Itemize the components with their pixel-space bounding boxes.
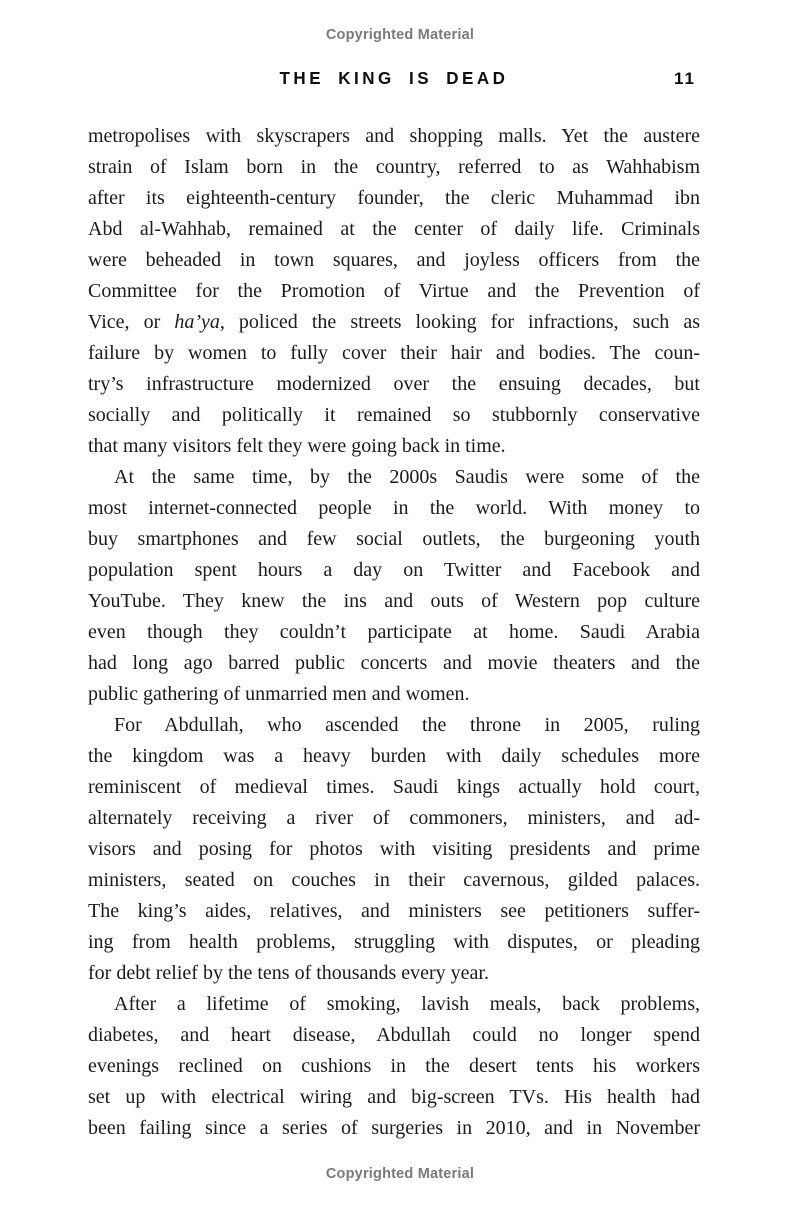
text-line <box>88 834 700 865</box>
text-line <box>88 369 700 400</box>
text-segment: At the same time, by the 2000s Saudis were some of the <box>114 466 700 488</box>
text-segment: after its eighteenth-century founder, the cleric Muhammad ibn <box>88 187 700 209</box>
text-line <box>88 648 700 679</box>
text-line <box>88 679 700 710</box>
text-line <box>88 896 700 927</box>
text-segment: Committee for the Promotion of Virtue and the Prevention of <box>88 280 700 302</box>
text-block <box>88 121 700 1144</box>
text-segment: evenings reclined on cushions in the desert tents his workers <box>88 1055 700 1077</box>
text-segment: After a lifetime of smoking, lavish meals, back problems, <box>114 993 700 1015</box>
text-segment: metropolises with skyscrapers and shopping malls. Yet the austere <box>88 125 700 147</box>
text-line <box>88 307 700 338</box>
text-segment: Vice, or <box>88 311 175 333</box>
text-line <box>88 1113 700 1144</box>
text-segment: visors and posing for photos with visiting presidents and prime <box>88 838 700 860</box>
text-segment: the kingdom was a heavy burden with daily schedules more <box>88 745 700 767</box>
text-segment: YouTube. They knew the ins and outs of Western pop culture <box>88 590 700 612</box>
text-line <box>88 245 700 276</box>
text-segment: , policed the streets looking for infractions, such as <box>219 311 700 333</box>
text-line <box>88 338 700 369</box>
text-line <box>88 741 700 772</box>
text-segment: alternately receiving a river of commoners, ministers, and ad- <box>88 807 700 829</box>
text-segment: socially and politically it remained so stubbornly conservative <box>88 404 700 426</box>
text-segment: ministers, seated on couches in their cavernous, gilded palaces. <box>88 869 700 891</box>
text-line <box>88 493 700 524</box>
page-number: 11 <box>674 69 696 88</box>
text-line <box>88 617 700 648</box>
text-line <box>88 927 700 958</box>
text-segment: public gathering of unmarried men and women. <box>88 683 470 705</box>
text-segment: The king’s aides, relatives, and ministers see petitioners suffer- <box>88 900 700 922</box>
text-segment: Abd al-Wahhab, remained at the center of daily life. Criminals <box>88 218 700 240</box>
text-line <box>88 555 700 586</box>
text-segment: population spent hours a day on Twitter and Facebook and <box>88 559 700 581</box>
text-segment: most internet-connected people in the world. With money to <box>88 497 700 519</box>
text-line <box>88 431 700 462</box>
text-segment: buy smartphones and few social outlets, the burgeoning youth <box>88 528 700 550</box>
text-segment: been failing since a series of surgeries in 2010, and in November <box>88 1117 700 1139</box>
text-segment: try’s infrastructure modernized over the ensuing decades, but <box>88 373 700 395</box>
text-line <box>88 400 700 431</box>
text-line <box>88 865 700 896</box>
text-segment: For Abdullah, who ascended the throne in 2005, ruling <box>114 714 700 736</box>
text-segment: were beheaded in town squares, and joyless officers from the <box>88 249 700 271</box>
text-segment: diabetes, and heart disease, Abdullah could no longer spend <box>88 1024 700 1046</box>
text-line <box>88 1020 700 1051</box>
text-line <box>88 989 700 1020</box>
text-line <box>88 524 700 555</box>
text-segment: failure by women to fully cover their hair and bodies. The coun- <box>88 342 700 364</box>
chapter-title: THE KING IS DEAD <box>279 68 509 89</box>
text-line <box>88 772 700 803</box>
italic-term: ha’ya <box>174 311 220 333</box>
text-line <box>88 1051 700 1082</box>
text-segment: ing from health problems, struggling with disputes, or pleading <box>88 931 700 953</box>
text-line <box>88 586 700 617</box>
text-line <box>88 276 700 307</box>
text-line <box>88 462 700 493</box>
text-segment: that many visitors felt they were going back in time. <box>88 435 506 457</box>
text-segment: strain of Islam born in the country, referred to as Wahhabism <box>88 156 700 178</box>
text-line <box>88 803 700 834</box>
copyright-notice-top: Copyrighted Material <box>325 27 475 43</box>
copyright-notice-bottom: Copyrighted Material <box>325 1166 475 1182</box>
text-line <box>88 121 700 152</box>
text-segment: had long ago barred public concerts and movie theaters and the <box>88 652 700 674</box>
text-line <box>88 958 700 989</box>
text-line <box>88 1082 700 1113</box>
text-line <box>88 214 700 245</box>
running-head <box>88 69 700 91</box>
text-line <box>88 710 700 741</box>
text-line <box>88 183 700 214</box>
text-segment: reminiscent of medieval times. Saudi kings actually hold court, <box>88 776 700 798</box>
text-segment: for debt relief by the tens of thousands every year. <box>88 962 489 984</box>
text-line <box>88 152 700 183</box>
text-segment: even though they couldn’t participate at home. Saudi Arabia <box>88 621 700 643</box>
text-segment: set up with electrical wiring and big-screen TVs. His health had <box>88 1086 700 1108</box>
